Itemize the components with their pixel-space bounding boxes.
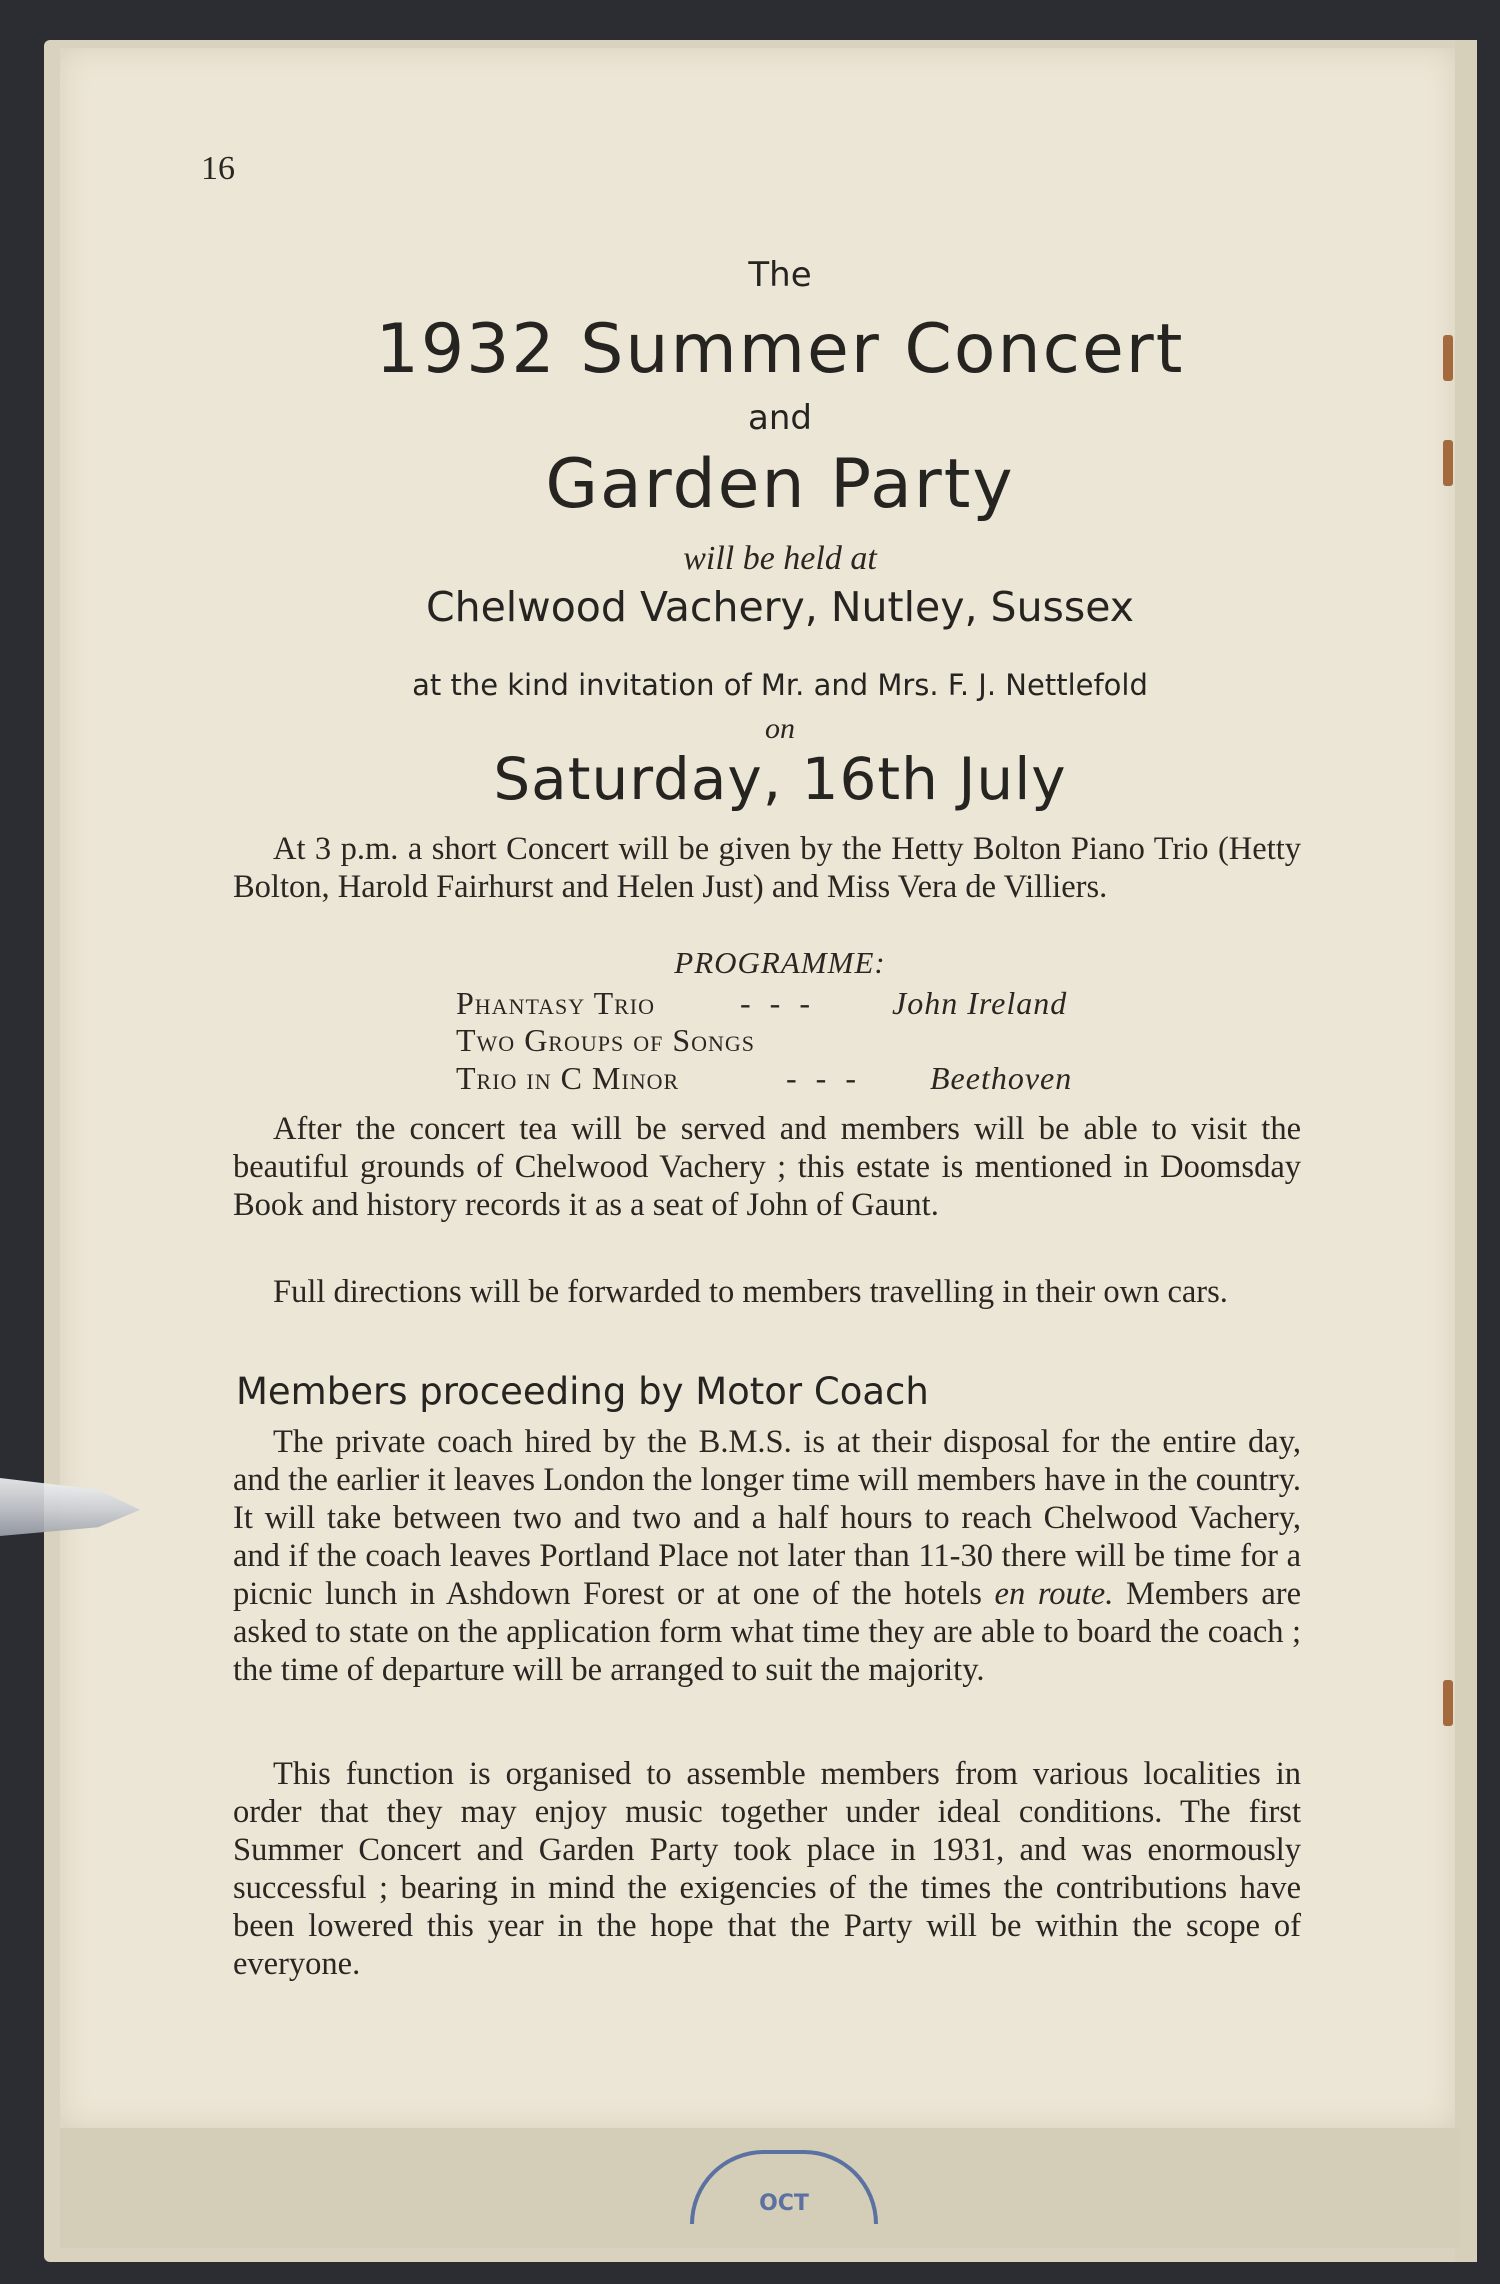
invitation-text: at the kind invitation of Mr. and Mrs. F. J. Nettlefold [412,668,1148,702]
coach-paragraph-italic: en route. [994,1576,1114,1612]
sub-title: Garden Party [545,445,1015,524]
event-date: Saturday, 16th July [493,745,1067,813]
on-text: on [765,712,795,745]
programme-item [456,1060,1073,1097]
venue-text: Chelwood Vachery, Nutley, Sussex [425,583,1135,631]
title-and: and [748,398,812,438]
library-stamp-text: OCT [759,2191,809,2216]
page-number: 16 [201,150,235,187]
directions-paragraph: Full directions will be forwarded to members travelling in their own cars. [273,1274,1228,1310]
programme-composer: John Ireland [892,985,1068,1021]
main-title: 1932 Summer Concert [375,310,1185,389]
programme-item [456,985,1068,1022]
programme-work: Two Groups of Songs [456,1022,756,1058]
title-the: The [748,255,812,295]
held-at-text: will be held at [683,540,877,577]
binding-thread-mark [1443,1680,1453,1726]
programme-composer: Beethoven [930,1060,1073,1096]
programme-dashes: - - - [740,985,811,1021]
programme-dashes: - - - [786,1060,857,1096]
coach-paragraph [233,1423,1301,1689]
programme-work: Trio in C Minor [456,1060,680,1096]
programme-title: PROGRAMME: [674,945,886,980]
coach-paragraph-part: The private coach hired by the B.M.S. is at their disposal for the entire day, and the earlier it leaves London the longer time will members have in the country. It will take between two and two and a half hours to reach Chelwood Vachery, and if the coach leaves Portland Place not later than 11-30 there will be time for a picnic lunch in Ashdown Forest or at one of the hotels [233,1424,1301,1612]
programme-work: Phantasy Trio [456,985,656,1021]
programme-item [456,1022,755,1059]
coach-section-heading: Members proceeding by Motor Coach [236,1370,929,1413]
coach-paragraph-part: Members are asked to state on the application form what time they are able to board the coach ; the time of departure will be arranged to suit the majority. [233,1576,1301,1688]
closing-paragraph: This function is organised to assemble members from various localities in order that they may enjoy music together under ideal conditions. The first Summer Concert and Garden Party took place in 1931, and was enormously successful ; bearing in mind the exigencies of the times the contributions have been lowered this year in the hope that the Party will be within the scope of everyone. [233,1756,1301,1982]
intro-paragraph: At 3 p.m. a short Concert will be given by the Hetty Bolton Piano Trio (Hetty Bolton, Harold Fairhurst and Helen Just) and Miss Vera de Villiers. [233,831,1301,905]
after-concert-paragraph: After the concert tea will be served and members will be able to visit the beautiful grounds of Chelwood Vachery ; this estate is mentioned in Doomsday Book and history records it as a seat of John of Gaunt. [233,1111,1301,1223]
